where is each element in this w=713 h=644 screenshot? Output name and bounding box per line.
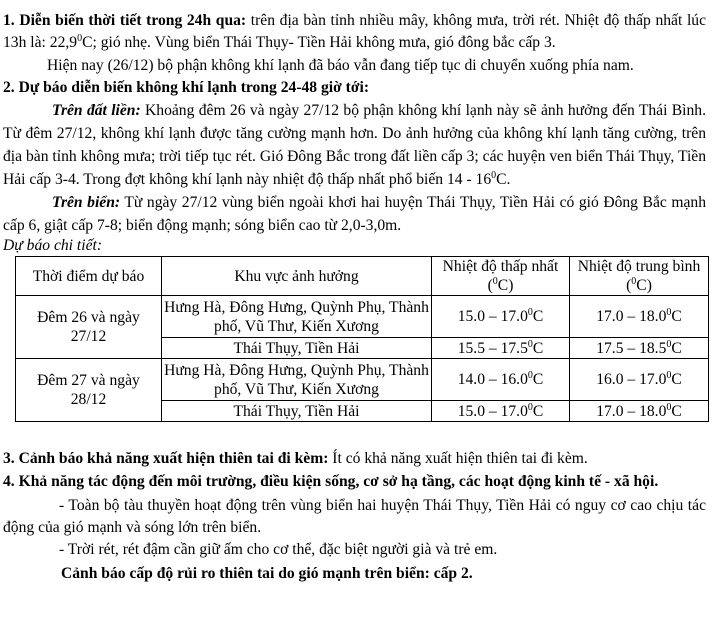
section-1-current-status: Hiện nay (26/12) bộ phận không khí lạnh đã báo vẫn đang tiếp tục di chuyển xuống phía nam. bbox=[47, 57, 634, 74]
section-1-paragraph bbox=[3, 10, 706, 54]
area-cell: Hưng Hà, Đông Hưng, Quỳnh Phụ, Thành phố, Vũ Thư, Kiến Xương bbox=[162, 359, 432, 401]
section-4-bullet-2: - Trời rét, rét đậm cần giữ ấm cho cơ thể, đặc biệt người già và trẻ em. bbox=[59, 541, 498, 558]
section-3-heading: 3. Cảnh báo khả năng xuất hiện thiên tai đi kèm: bbox=[3, 450, 329, 467]
header-tavg: Nhiệt độ trung bình ($^0$C) bbox=[570, 257, 709, 296]
header-time: Thời điểm dự báo bbox=[16, 257, 162, 296]
area-cell: Hưng Hà, Đông Hưng, Quỳnh Phụ, Thành phố, Vũ Thư, Kiến Xương bbox=[162, 296, 432, 338]
forecast-table bbox=[15, 256, 709, 422]
detail-caption: Dự báo chi tiết: bbox=[3, 237, 103, 254]
table-header-row bbox=[16, 257, 709, 296]
section-4-heading: 4. Khả năng tác động đến môi trường, điều kiện sống, cơ sở hạ tầng, các hoạt động kinh tế - xã hội. bbox=[3, 473, 659, 490]
section-3-paragraph bbox=[3, 448, 706, 470]
area-cell: Thái Thụy, Tiền Hải bbox=[162, 338, 432, 359]
header-area: Khu vực ảnh hưởng bbox=[162, 257, 432, 296]
tmin-cell: 15.0 – 17.0$^0$C bbox=[432, 296, 570, 338]
tavg-cell: 17.0 – 18.0$^0$C bbox=[570, 296, 709, 338]
degree-superscript: 0 bbox=[491, 170, 497, 181]
land-text: Khoảng đêm 26 và ngày 27/12 bộ phận không khí lạnh này sẽ ảnh hưởng đến Thái Bình. Từ đêm 27/12, không khí lạnh được tăng cường mạnh hơn. Do ảnh hưởng của không khí lạnh tăng cường, trên địa bàn tỉnh không mưa; trời tiếp tục rét. Gió Đông Bắc trong đất liền cấp 3; các huyện ven biển Thái Thụy, Tiền Hải cấp 3-4. Trong đợt không khí lạnh này nhiệt độ thấp nhất phổ biến 14 - 16 bbox=[3, 102, 706, 188]
tmin-cell: 14.0 – 16.0$^0$C bbox=[432, 359, 570, 401]
tavg-cell: 17.5 – 18.5$^0$C bbox=[570, 338, 709, 359]
risk-warning: Cảnh báo cấp độ rủi ro thiên tai do gió mạnh trên biển: cấp 2. bbox=[61, 565, 473, 582]
degree-superscript: 0 bbox=[77, 33, 83, 44]
sea-text: Từ ngày 27/12 vùng biển ngoài khơi hai huyện Thái Thụy, Tiền Hải có gió Đông Bắc mạnh cấp 6, giật cấp 7-8; biển động mạnh; sóng biển cao từ 2,0-3,0m. bbox=[3, 194, 706, 234]
tavg-cell: 16.0 – 17.0$^0$C bbox=[570, 359, 709, 401]
time-cell: Đêm 27 và ngày 28/12 bbox=[16, 359, 162, 422]
land-text-end: C. bbox=[496, 171, 511, 188]
sea-label: Trên biển: bbox=[52, 194, 121, 211]
tmin-cell: 15.5 – 17.5$^0$C bbox=[432, 338, 570, 359]
section-1-text-end: C; gió nhẹ. Vùng biển Thái Thụy- Tiền Hải không mưa, gió đông bắc cấp 3. bbox=[82, 34, 556, 51]
section-1-heading: 1. Diễn biến thời tiết trong 24h qua: bbox=[3, 12, 247, 29]
section-1-text: trên địa bàn tỉnh nhiều mây, không mưa, trời rét. Nhiệt độ thấp nhất lúc 13h là: 22,9 bbox=[3, 12, 706, 51]
tmin-cell: 15.0 – 17.0$^0$C bbox=[432, 401, 570, 422]
tavg-cell: 17.0 – 18.0$^0$C bbox=[570, 401, 709, 422]
header-tmin: Nhiệt độ thấp nhất ($^0$C) bbox=[432, 257, 570, 296]
land-label: Trên đất liền: bbox=[52, 102, 141, 119]
table-row bbox=[16, 296, 709, 338]
area-cell: Thái Thụy, Tiền Hải bbox=[162, 401, 432, 422]
document-body bbox=[3, 10, 706, 585]
section-2-heading: 2. Dự báo diễn biến không khí lạnh trong 24-48 giờ tới: bbox=[3, 79, 370, 96]
section-4-bullet-1: - Toàn bộ tàu thuyền hoạt động trên vùng biển hai huyện Thái Thụy, Tiền Hải có nguy cơ cao chịu tác động của gió mạnh và sóng lớn trên biển. bbox=[3, 497, 706, 536]
time-cell: Đêm 26 và ngày 27/12 bbox=[16, 296, 162, 359]
spacer bbox=[3, 422, 706, 448]
section-2-sea-paragraph bbox=[3, 191, 706, 237]
section-2-land-paragraph bbox=[3, 99, 706, 191]
section-3-text: Ít có khả năng xuất hiện thiên tai đi kèm. bbox=[328, 450, 588, 467]
table-row bbox=[16, 359, 709, 401]
